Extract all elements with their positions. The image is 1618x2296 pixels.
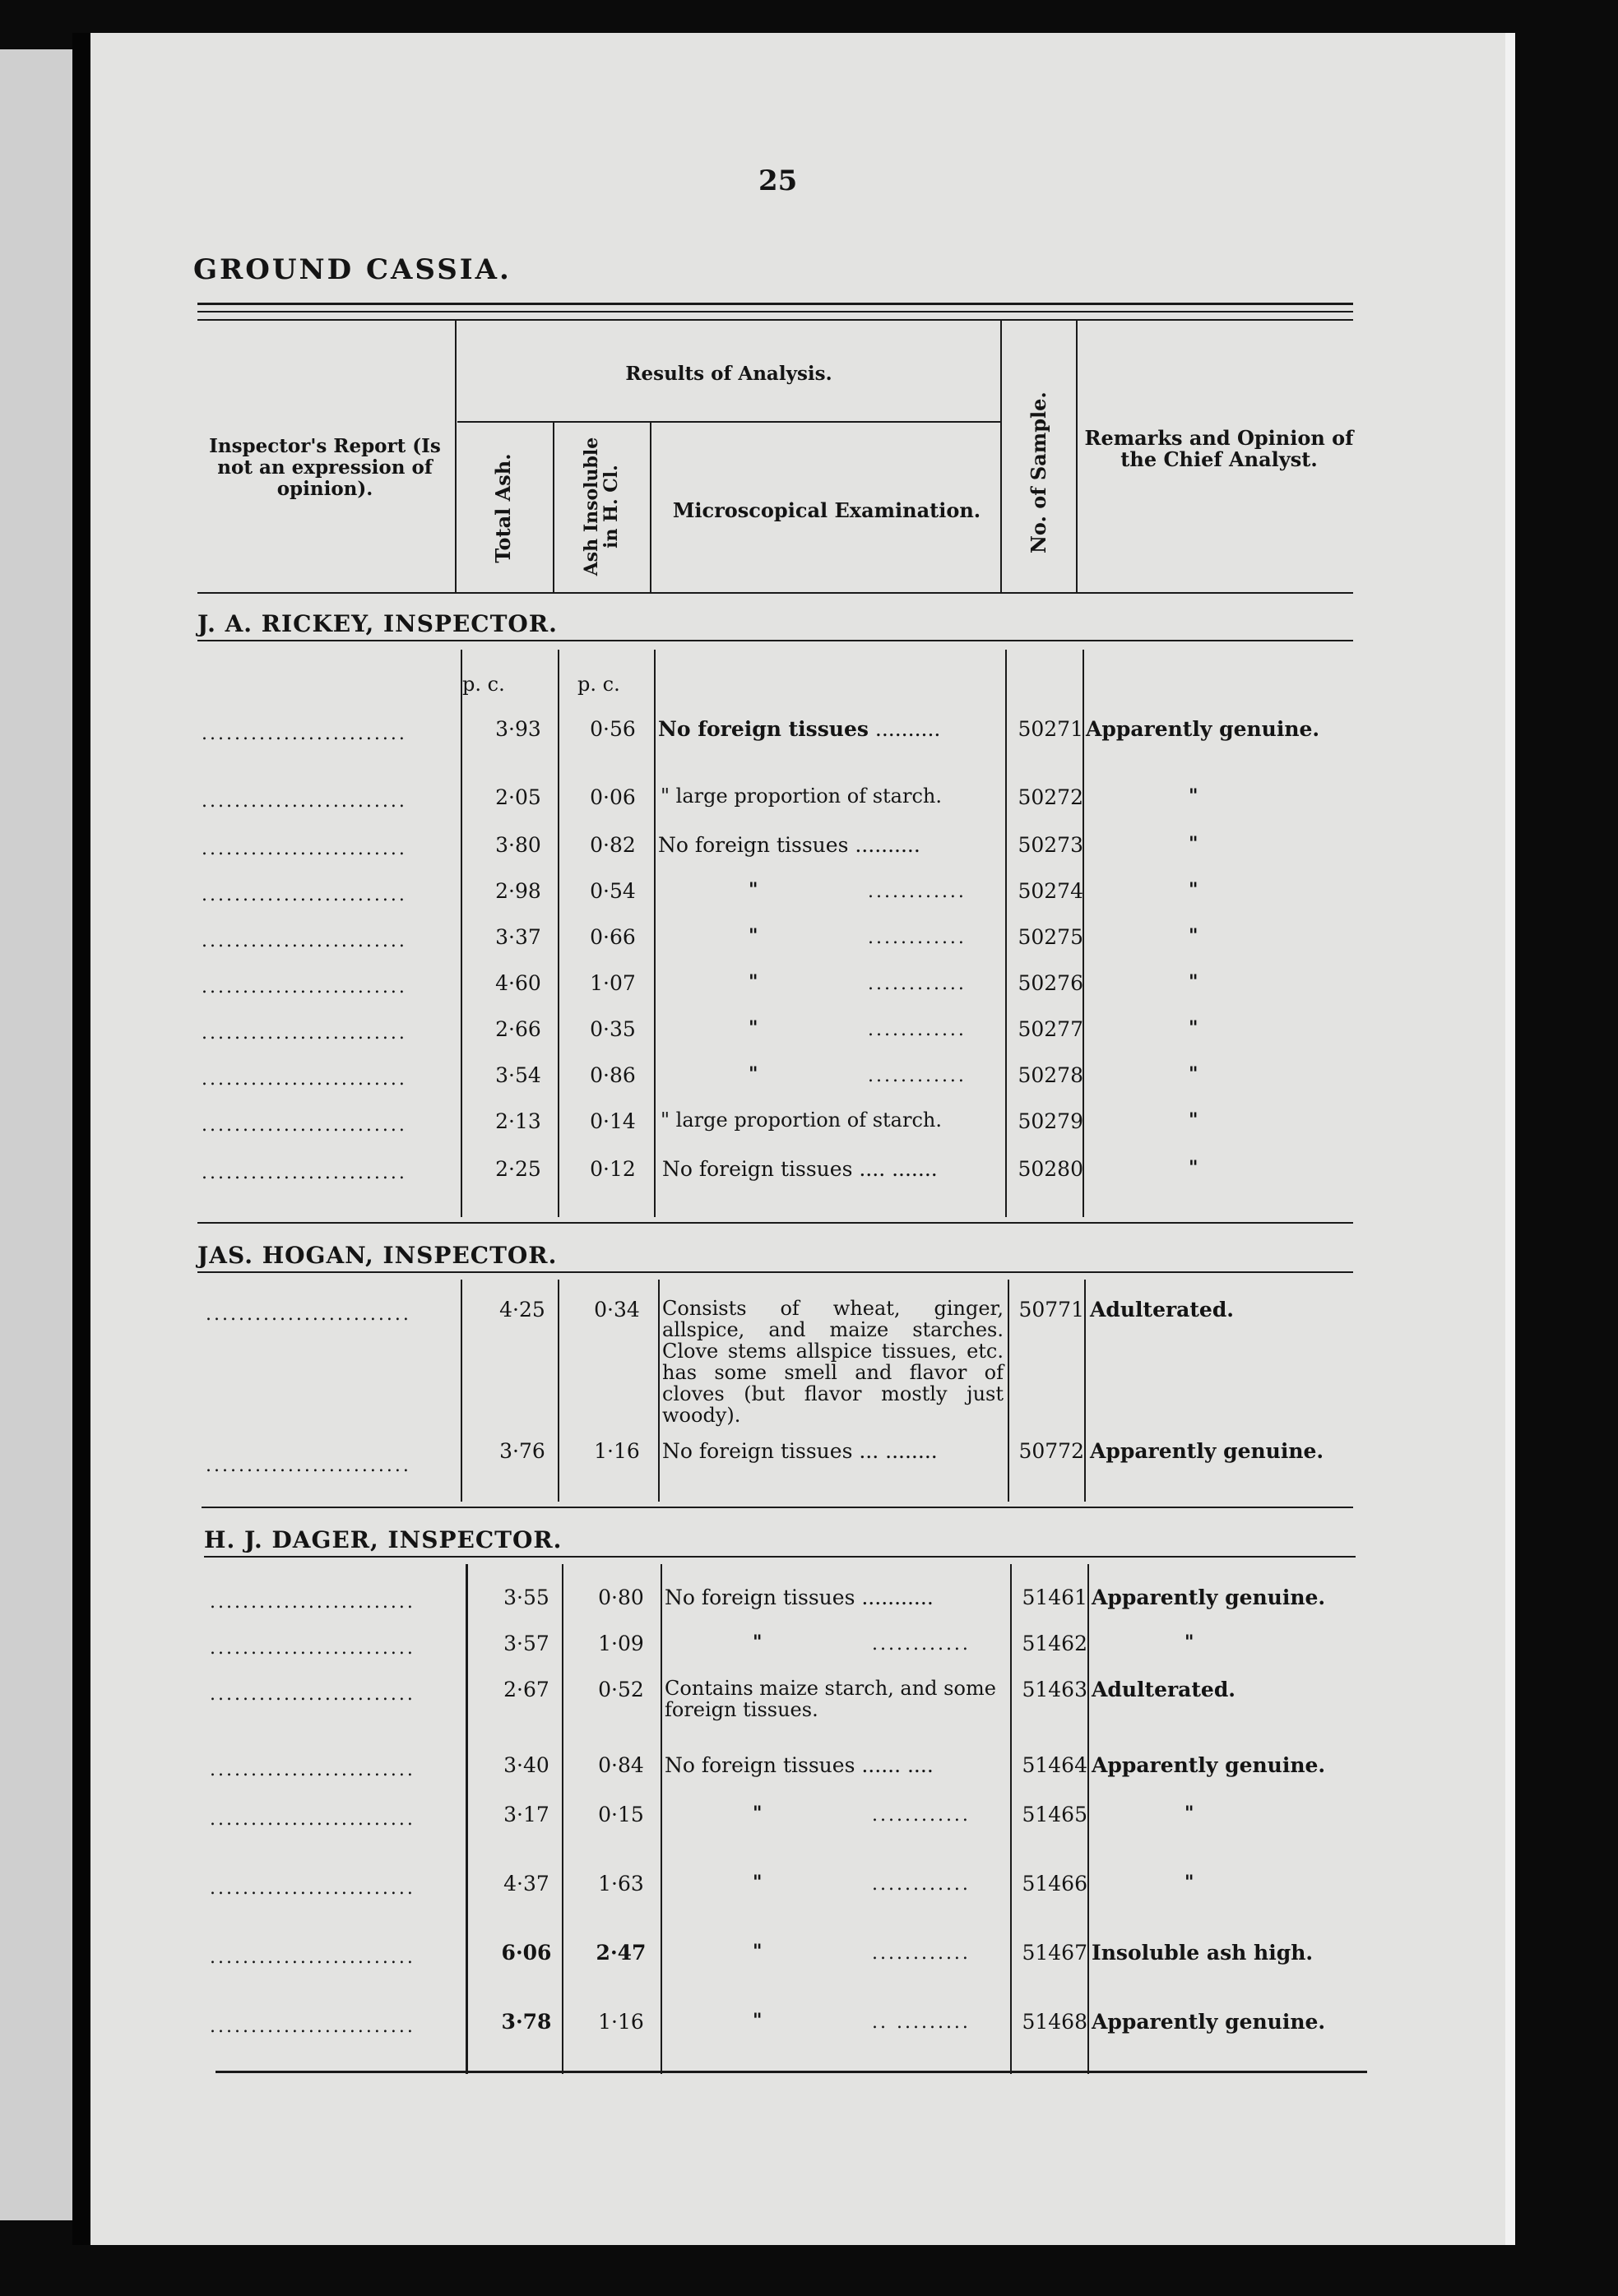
section-rule-3 bbox=[204, 1556, 1356, 1558]
remark: " bbox=[1189, 925, 1198, 947]
s1-vline-4 bbox=[1005, 650, 1007, 1217]
sample-no: 50280 bbox=[1018, 1157, 1083, 1181]
ash-insoluble: 0·54 bbox=[590, 879, 636, 903]
book-gutter bbox=[72, 33, 90, 2245]
report-dots: ......................... bbox=[210, 1638, 415, 1659]
header-bottom-rule bbox=[197, 592, 1353, 594]
sample-no: 50276 bbox=[1018, 971, 1083, 995]
ash-insoluble: 0·66 bbox=[590, 925, 636, 949]
report-dots: ......................... bbox=[202, 724, 407, 744]
sample-no: 50277 bbox=[1018, 1017, 1083, 1041]
report-dots: ......................... bbox=[202, 1069, 407, 1090]
total-ash: 6·06 bbox=[501, 1941, 552, 1965]
ash-insoluble: 0·80 bbox=[598, 1585, 644, 1609]
report-dots: ......................... bbox=[202, 1023, 407, 1044]
sample-no: 51466 bbox=[1022, 1872, 1087, 1896]
total-ash: 2·13 bbox=[495, 1109, 541, 1133]
micro-exam: No foreign tissues ........... bbox=[665, 1585, 934, 1609]
ash-insoluble: 2·47 bbox=[596, 1941, 647, 1965]
micro-exam: " bbox=[753, 1941, 763, 1962]
ash-insoluble: 1·07 bbox=[590, 971, 636, 995]
top-rule-thin bbox=[197, 311, 1353, 312]
report-dots: ......................... bbox=[210, 2016, 415, 2037]
header-ash-insoluble: Ash Insoluble in H. Cl. bbox=[581, 437, 622, 576]
hdr-divider-3 bbox=[650, 423, 651, 592]
report-dots: ......................... bbox=[202, 885, 407, 905]
micro-dots: ............ bbox=[868, 1066, 967, 1086]
header-results: Results of Analysis. bbox=[625, 363, 832, 385]
total-ash: 2·66 bbox=[495, 1017, 541, 1041]
remark: Apparently genuine. bbox=[1092, 2010, 1326, 2034]
micro-dots: ............ bbox=[868, 974, 967, 994]
total-ash: 4·37 bbox=[503, 1872, 549, 1896]
ash-insoluble: 1·16 bbox=[598, 2010, 644, 2034]
total-ash: 2·05 bbox=[495, 785, 541, 809]
remark: " bbox=[1189, 785, 1198, 807]
remark: " bbox=[1189, 833, 1198, 854]
s2-vline-1 bbox=[461, 1280, 462, 1502]
section-rule-3-top bbox=[202, 1507, 1353, 1508]
hdr-divider-2 bbox=[553, 423, 554, 592]
ash-insoluble: 0·06 bbox=[590, 785, 636, 809]
micro-exam: Consists of wheat, ginger, allspice, and maize starches. Clove stems allspice tissues, etc. has some smell and flavor of cloves (but flavor mostly just woody). bbox=[662, 1297, 1004, 1427]
micro-exam: " bbox=[749, 971, 758, 993]
total-ash: 3·93 bbox=[495, 717, 541, 741]
ash-insoluble: 1·16 bbox=[594, 1439, 640, 1463]
top-rule-thick bbox=[197, 303, 1353, 305]
results-rule bbox=[457, 421, 1000, 423]
report-dots: ......................... bbox=[202, 977, 407, 998]
report-dots: ......................... bbox=[202, 791, 407, 812]
sample-no: 51463 bbox=[1022, 1678, 1087, 1701]
remark: Apparently genuine. bbox=[1086, 717, 1320, 741]
report-dots: ......................... bbox=[202, 1163, 407, 1183]
micro-dots: ............ bbox=[872, 1874, 971, 1895]
left-page-edge bbox=[0, 49, 72, 2220]
total-ash: 3·17 bbox=[503, 1803, 549, 1826]
report-dots: ......................... bbox=[202, 839, 407, 859]
remark: " bbox=[1185, 1872, 1194, 1893]
total-ash: 2·98 bbox=[495, 879, 541, 903]
sample-no: 51464 bbox=[1022, 1753, 1087, 1777]
remark: " bbox=[1189, 1157, 1198, 1178]
s3-vline-4 bbox=[1010, 1564, 1012, 2074]
page-number: 25 bbox=[758, 164, 798, 197]
micro-dots: ............ bbox=[872, 1634, 971, 1655]
total-ash: 4·25 bbox=[499, 1298, 545, 1322]
remark: " bbox=[1189, 879, 1198, 900]
micro-dots: .. ......... bbox=[872, 2012, 971, 2033]
sample-no: 50274 bbox=[1018, 879, 1083, 903]
micro-exam: No foreign tissues .... ....... bbox=[662, 1157, 938, 1181]
total-ash: 2·67 bbox=[503, 1678, 549, 1701]
sample-no: 50272 bbox=[1018, 785, 1083, 809]
sample-no: 50279 bbox=[1018, 1109, 1083, 1133]
remark: Apparently genuine. bbox=[1090, 1439, 1324, 1463]
s1-vline-1 bbox=[461, 650, 462, 1217]
total-ash: 2·25 bbox=[495, 1157, 541, 1181]
report-dots: ......................... bbox=[206, 1304, 411, 1325]
micro-exam: " bbox=[749, 1017, 758, 1039]
ash-insoluble: 1·63 bbox=[598, 1872, 644, 1896]
s2-vline-5 bbox=[1084, 1280, 1086, 1502]
ash-insoluble: 0·82 bbox=[590, 833, 636, 857]
micro-dots: ............ bbox=[868, 882, 967, 902]
header-remarks: Remarks and Opinion of the Chief Analyst. bbox=[1084, 426, 1354, 471]
total-ash: 3·40 bbox=[503, 1753, 549, 1777]
header-sample-no: No. of Sample. bbox=[1027, 391, 1050, 553]
report-dots: ......................... bbox=[206, 1456, 411, 1476]
total-ash: 3·57 bbox=[503, 1632, 549, 1655]
ash-insoluble: 0·34 bbox=[594, 1298, 640, 1322]
sample-no: 50771 bbox=[1018, 1298, 1084, 1322]
micro-exam: Contains maize starch, and some foreign tissues. bbox=[665, 1677, 996, 1721]
remark: " bbox=[1189, 1109, 1198, 1131]
unit-total-ash: p. c. bbox=[462, 673, 505, 696]
micro-dots: ............ bbox=[872, 1943, 971, 1964]
report-dots: ......................... bbox=[210, 1809, 415, 1830]
ash-insoluble: 0·14 bbox=[590, 1109, 636, 1133]
micro-exam: " bbox=[753, 2010, 763, 2031]
micro-exam: " bbox=[753, 1803, 763, 1824]
report-dots: ......................... bbox=[210, 1947, 415, 1968]
total-ash: 3·80 bbox=[495, 833, 541, 857]
header-total-ash: Total Ash. bbox=[491, 453, 515, 563]
remark: Adulterated. bbox=[1092, 1678, 1236, 1701]
micro-exam: No foreign tissues ...... .... bbox=[665, 1753, 934, 1777]
remark: " bbox=[1185, 1632, 1194, 1653]
sample-no: 51468 bbox=[1022, 2010, 1087, 2034]
sample-no: 51467 bbox=[1022, 1941, 1087, 1965]
total-ash: 3·37 bbox=[495, 925, 541, 949]
micro-exam: " bbox=[753, 1632, 763, 1653]
section-title-hogan: JAS. HOGAN, INSPECTOR. bbox=[197, 1242, 558, 1269]
sample-no: 51462 bbox=[1022, 1632, 1087, 1655]
micro-exam: No foreign tissues ... ........ bbox=[662, 1439, 938, 1463]
report-dots: ......................... bbox=[210, 1878, 415, 1899]
sample-no: 51465 bbox=[1022, 1803, 1087, 1826]
hdr-divider-1 bbox=[455, 321, 457, 592]
total-ash: 3·78 bbox=[501, 2010, 552, 2034]
top-rule-thin-2 bbox=[197, 319, 1353, 321]
s2-vline-4 bbox=[1008, 1280, 1009, 1502]
total-ash: 4·60 bbox=[495, 971, 541, 995]
micro-exam: No foreign tissues .......... bbox=[658, 833, 920, 857]
page-title: GROUND CASSIA. bbox=[193, 253, 512, 286]
ash-insoluble: 0·15 bbox=[598, 1803, 644, 1826]
ash-insoluble: 0·86 bbox=[590, 1063, 636, 1087]
section-rule-2-top bbox=[197, 1222, 1353, 1224]
sample-no: 50278 bbox=[1018, 1063, 1083, 1087]
micro-exam: " bbox=[749, 925, 758, 947]
header-micro: Microscopical Examination. bbox=[672, 498, 981, 522]
ash-insoluble: 0·84 bbox=[598, 1753, 644, 1777]
micro-dots: ............ bbox=[868, 1020, 967, 1040]
header-inspector-report: Inspector's Report (Is not an expression of opinion). bbox=[209, 435, 441, 500]
micro-exam: No foreign tissues .......... bbox=[658, 717, 941, 741]
sample-no: 50271 bbox=[1018, 717, 1083, 741]
bottom-rule bbox=[216, 2071, 1367, 2073]
ash-insoluble: 0·52 bbox=[598, 1678, 644, 1701]
total-ash: 3·54 bbox=[495, 1063, 541, 1087]
s3-vline-1 bbox=[466, 1564, 468, 2074]
remark: " bbox=[1185, 1803, 1194, 1824]
ash-insoluble: 1·09 bbox=[598, 1632, 644, 1655]
hdr-divider-4 bbox=[1000, 321, 1002, 592]
micro-exam: " bbox=[749, 1063, 758, 1085]
micro-exam: " large proportion of starch. bbox=[661, 785, 942, 808]
sample-no: 50275 bbox=[1018, 925, 1083, 949]
ash-insoluble: 0·56 bbox=[590, 717, 636, 741]
micro-exam: " bbox=[749, 879, 758, 900]
section-rule-2 bbox=[197, 1271, 1353, 1273]
report-dots: ......................... bbox=[202, 1115, 407, 1136]
unit-ash-insoluble: p. c. bbox=[577, 673, 620, 696]
remark: Apparently genuine. bbox=[1092, 1753, 1326, 1777]
micro-exam: " bbox=[753, 1872, 763, 1893]
remark: Insoluble ash high. bbox=[1092, 1941, 1314, 1965]
report-dots: ......................... bbox=[210, 1760, 415, 1780]
section-title-rickey: J. A. RICKEY, INSPECTOR. bbox=[197, 610, 558, 637]
total-ash: 3·76 bbox=[499, 1439, 545, 1463]
s3-vline-5 bbox=[1087, 1564, 1089, 2074]
ash-insoluble: 0·12 bbox=[590, 1157, 636, 1181]
hdr-divider-5 bbox=[1076, 321, 1078, 592]
sample-no: 50772 bbox=[1018, 1439, 1084, 1463]
page-edge bbox=[1505, 33, 1515, 2245]
report-dots: ......................... bbox=[210, 1684, 415, 1705]
total-ash: 3·55 bbox=[503, 1585, 549, 1609]
report-dots: ......................... bbox=[202, 931, 407, 951]
section-title-dager: H. J. DAGER, INSPECTOR. bbox=[204, 1526, 563, 1553]
remark: " bbox=[1189, 1063, 1198, 1085]
remark: Apparently genuine. bbox=[1092, 1585, 1326, 1609]
ash-insoluble: 0·35 bbox=[590, 1017, 636, 1041]
remark: " bbox=[1189, 1017, 1198, 1039]
remark: Adulterated. bbox=[1090, 1298, 1235, 1322]
micro-dots: ............ bbox=[868, 928, 967, 948]
micro-exam: " large proportion of starch. bbox=[661, 1109, 942, 1132]
report-dots: ......................... bbox=[210, 1592, 415, 1613]
remark: " bbox=[1189, 971, 1198, 993]
micro-dots: ............ bbox=[872, 1805, 971, 1826]
sample-no: 51461 bbox=[1022, 1585, 1087, 1609]
sample-no: 50273 bbox=[1018, 833, 1083, 857]
section-rule-1 bbox=[197, 640, 1353, 641]
